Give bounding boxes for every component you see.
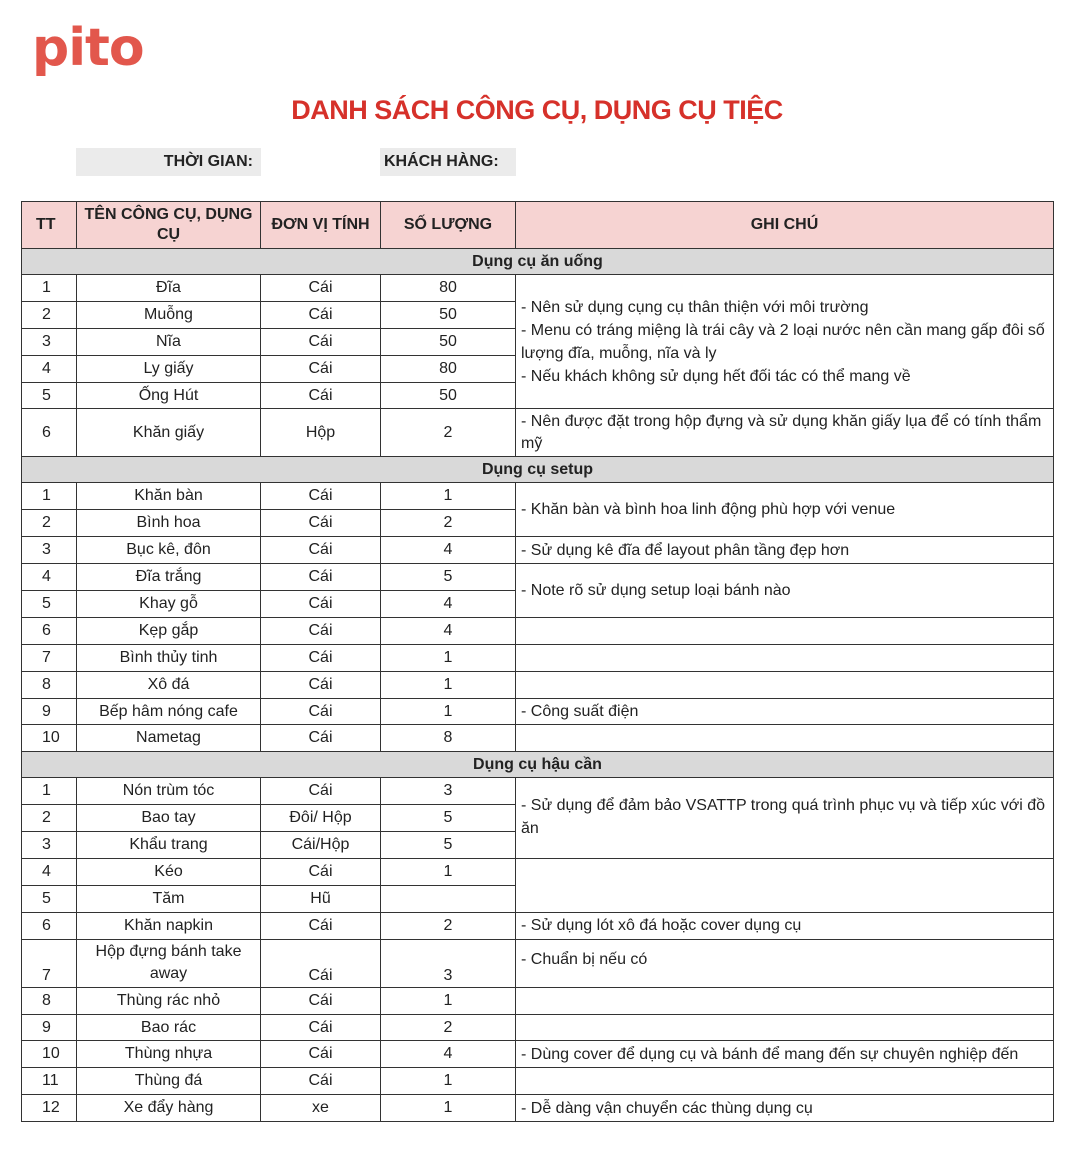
table-row: [22, 725, 1054, 752]
table-row: [22, 912, 1054, 939]
note-line: - Nếu khách không sử dụng hết đối tác có thể mang về: [521, 367, 911, 385]
row-name: Xô đá: [77, 671, 261, 698]
row-qty: 1: [381, 1068, 516, 1095]
row-qty: [381, 885, 516, 912]
row-note: [516, 671, 1054, 698]
row-tt: 7: [22, 939, 77, 987]
row-qty: 4: [381, 591, 516, 618]
page-title: DANH SÁCH CÔNG CỤ, DỤNG CỤ TIỆC: [291, 95, 783, 125]
row-note: [516, 275, 1054, 409]
row-unit: Cái: [261, 859, 381, 886]
row-name: Bình thủy tinh: [77, 644, 261, 671]
table-row: [22, 537, 1054, 564]
row-qty: 80: [381, 275, 516, 302]
row-unit: Cái: [261, 1068, 381, 1095]
table-row: [22, 644, 1054, 671]
row-name: Ly giấy: [77, 355, 261, 382]
row-qty: 50: [381, 301, 516, 328]
row-name: Muỗng: [77, 301, 261, 328]
row-tt: 5: [22, 885, 77, 912]
row-unit: Cái: [261, 328, 381, 355]
row-unit: Cái: [261, 698, 381, 725]
row-tt: 7: [22, 644, 77, 671]
row-qty: 1: [381, 698, 516, 725]
row-name: Bục kê, đôn: [77, 537, 261, 564]
table-row: [22, 1041, 1054, 1068]
header-qty: SỐ LƯỢNG: [381, 202, 516, 249]
row-unit: Đôi/ Hộp: [261, 805, 381, 832]
row-note: [516, 1014, 1054, 1041]
header-unit: ĐƠN VỊ TÍNH: [261, 202, 381, 249]
row-name: Thùng đá: [77, 1068, 261, 1095]
row-tt: 3: [22, 832, 77, 859]
row-qty: 1: [381, 859, 516, 886]
row-name: Khăn napkin: [77, 912, 261, 939]
row-unit: Cái: [261, 1014, 381, 1041]
row-tt: 4: [22, 859, 77, 886]
row-tt: 1: [22, 483, 77, 510]
row-qty: 4: [381, 1041, 516, 1068]
row-name: Nametag: [77, 725, 261, 752]
row-qty: 1: [381, 483, 516, 510]
row-qty: 8: [381, 725, 516, 752]
row-tt: 2: [22, 805, 77, 832]
header-note: GHI CHÚ: [516, 202, 1054, 249]
row-note: - Sử dụng kê đĩa để layout phân tầng đẹp hơn: [516, 537, 1054, 564]
row-name: Thùng nhựa: [77, 1041, 261, 1068]
row-note: - Note rõ sử dụng setup loại bánh nào: [516, 564, 1054, 618]
row-name: Khăn bàn: [77, 483, 261, 510]
row-qty: 80: [381, 355, 516, 382]
table-row: [22, 617, 1054, 644]
row-unit: Cái: [261, 591, 381, 618]
row-tt: 10: [22, 725, 77, 752]
row-name: Tăm: [77, 885, 261, 912]
row-tt: 4: [22, 355, 77, 382]
pito-logo: pito: [32, 18, 144, 78]
row-qty: 2: [381, 409, 516, 457]
row-unit: Cái: [261, 355, 381, 382]
row-note: - Khăn bàn và bình hoa linh động phù hợp với venue: [516, 483, 1054, 537]
row-qty: 5: [381, 564, 516, 591]
row-unit: Cái: [261, 483, 381, 510]
table-row: [22, 671, 1054, 698]
table-row: [22, 1095, 1054, 1122]
row-name: Bao rác: [77, 1014, 261, 1041]
row-qty: 4: [381, 537, 516, 564]
table-row: [22, 859, 1054, 886]
row-name: Xe đẩy hàng: [77, 1095, 261, 1122]
equipment-table: [21, 201, 1054, 1122]
row-unit: Cái: [261, 912, 381, 939]
row-unit: Cái/Hộp: [261, 832, 381, 859]
row-qty: 2: [381, 912, 516, 939]
row-unit: Cái: [261, 382, 381, 409]
row-qty: 4: [381, 617, 516, 644]
row-qty: 5: [381, 832, 516, 859]
row-unit: Cái: [261, 987, 381, 1014]
row-tt: 10: [22, 1041, 77, 1068]
row-unit: Hộp: [261, 409, 381, 457]
table-row: [22, 1014, 1054, 1041]
row-tt: 6: [22, 617, 77, 644]
row-tt: 3: [22, 328, 77, 355]
row-name: Nón trùm tóc: [77, 778, 261, 805]
table-row: [22, 564, 1054, 591]
note-line: - Menu có tráng miệng là trái cây và 2 loại nước nên cần mang gấp đôi số lượng đĩa, muỗng, nĩa và ly: [521, 321, 1045, 362]
row-unit: Cái: [261, 939, 381, 987]
section-row: [22, 457, 1054, 483]
row-tt: 1: [22, 778, 77, 805]
row-name: Ống Hút: [77, 382, 261, 409]
row-qty: 50: [381, 382, 516, 409]
row-tt: 9: [22, 1014, 77, 1041]
row-tt: 4: [22, 564, 77, 591]
row-qty: 1: [381, 1095, 516, 1122]
row-qty: 50: [381, 328, 516, 355]
row-name: Nĩa: [77, 328, 261, 355]
row-note: [516, 617, 1054, 644]
row-unit: xe: [261, 1095, 381, 1122]
row-unit: Cái: [261, 510, 381, 537]
section-row: [22, 249, 1054, 275]
header-name: TÊN CÔNG CỤ, DỤNG CỤ: [77, 202, 261, 249]
table-header-row: [22, 202, 1054, 249]
row-name: Khay gỗ: [77, 591, 261, 618]
row-unit: Cái: [261, 1041, 381, 1068]
table-row: [22, 483, 1054, 510]
table-row: [22, 1068, 1054, 1095]
table-row: [22, 409, 1054, 457]
table-row: [22, 698, 1054, 725]
row-tt: 6: [22, 409, 77, 457]
row-name: Đĩa trắng: [77, 564, 261, 591]
row-note: [516, 725, 1054, 752]
row-name: Bếp hâm nóng cafe: [77, 698, 261, 725]
row-unit: Hũ: [261, 885, 381, 912]
row-tt: 9: [22, 698, 77, 725]
row-unit: Cái: [261, 275, 381, 302]
row-qty: 1: [381, 671, 516, 698]
row-note: [516, 987, 1054, 1014]
row-qty: 2: [381, 510, 516, 537]
row-note: [516, 1068, 1054, 1095]
row-name: Hộp đựng bánh take away: [77, 939, 261, 987]
row-tt: 11: [22, 1068, 77, 1095]
row-name: Bình hoa: [77, 510, 261, 537]
row-tt: 2: [22, 301, 77, 328]
row-tt: 2: [22, 510, 77, 537]
header-tt: TT: [22, 202, 77, 249]
row-note: - Dễ dàng vận chuyển các thùng dụng cụ: [516, 1095, 1054, 1122]
row-note: - Nên được đặt trong hộp đựng và sử dụng khăn giấy lụa để có tính thẩm mỹ: [516, 409, 1054, 457]
row-unit: Cái: [261, 537, 381, 564]
customer-label: KHÁCH HÀNG:: [380, 148, 516, 176]
row-note: - Công suất điện: [516, 698, 1054, 725]
row-qty: 3: [381, 939, 516, 987]
row-qty: 1: [381, 987, 516, 1014]
row-name: Khẩu trang: [77, 832, 261, 859]
row-note: - Sử dụng để đảm bảo VSATTP trong quá trình phục vụ và tiếp xúc với đồ ăn: [516, 778, 1054, 859]
row-unit: Cái: [261, 617, 381, 644]
row-tt: 8: [22, 671, 77, 698]
row-tt: 1: [22, 275, 77, 302]
row-name: Bao tay: [77, 805, 261, 832]
time-label: THỜI GIAN:: [76, 148, 261, 176]
row-name: Kẹp gắp: [77, 617, 261, 644]
note-line: - Nên sử dụng cụng cụ thân thiện với môi trường: [521, 298, 869, 316]
table-row: [22, 939, 1054, 987]
table-row: [22, 275, 1054, 302]
row-tt: 3: [22, 537, 77, 564]
section-title: Dụng cụ hậu cần: [22, 752, 1054, 778]
row-note: [516, 859, 1054, 913]
row-qty: 3: [381, 778, 516, 805]
row-tt: 5: [22, 591, 77, 618]
section-title: Dụng cụ ăn uống: [22, 249, 1054, 275]
row-name: Kéo: [77, 859, 261, 886]
row-qty: 5: [381, 805, 516, 832]
row-name: Khăn giấy: [77, 409, 261, 457]
row-qty: 2: [381, 1014, 516, 1041]
table-row: [22, 987, 1054, 1014]
row-name: Thùng rác nhỏ: [77, 987, 261, 1014]
row-note: [516, 644, 1054, 671]
row-unit: Cái: [261, 301, 381, 328]
row-tt: 8: [22, 987, 77, 1014]
row-qty: 1: [381, 644, 516, 671]
row-unit: Cái: [261, 778, 381, 805]
section-row: [22, 752, 1054, 778]
row-unit: Cái: [261, 564, 381, 591]
row-tt: 12: [22, 1095, 77, 1122]
section-title: Dụng cụ setup: [22, 457, 1054, 483]
row-tt: 6: [22, 912, 77, 939]
table-row: [22, 778, 1054, 805]
row-note: - Chuẩn bị nếu có: [516, 939, 1054, 987]
row-note: - Sử dụng lót xô đá hoặc cover dụng cụ: [516, 912, 1054, 939]
row-tt: 5: [22, 382, 77, 409]
row-name: Đĩa: [77, 275, 261, 302]
row-note: - Dùng cover để dụng cụ và bánh để mang đến sự chuyên nghiệp đến: [516, 1041, 1054, 1068]
row-unit: Cái: [261, 725, 381, 752]
row-unit: Cái: [261, 644, 381, 671]
row-unit: Cái: [261, 671, 381, 698]
